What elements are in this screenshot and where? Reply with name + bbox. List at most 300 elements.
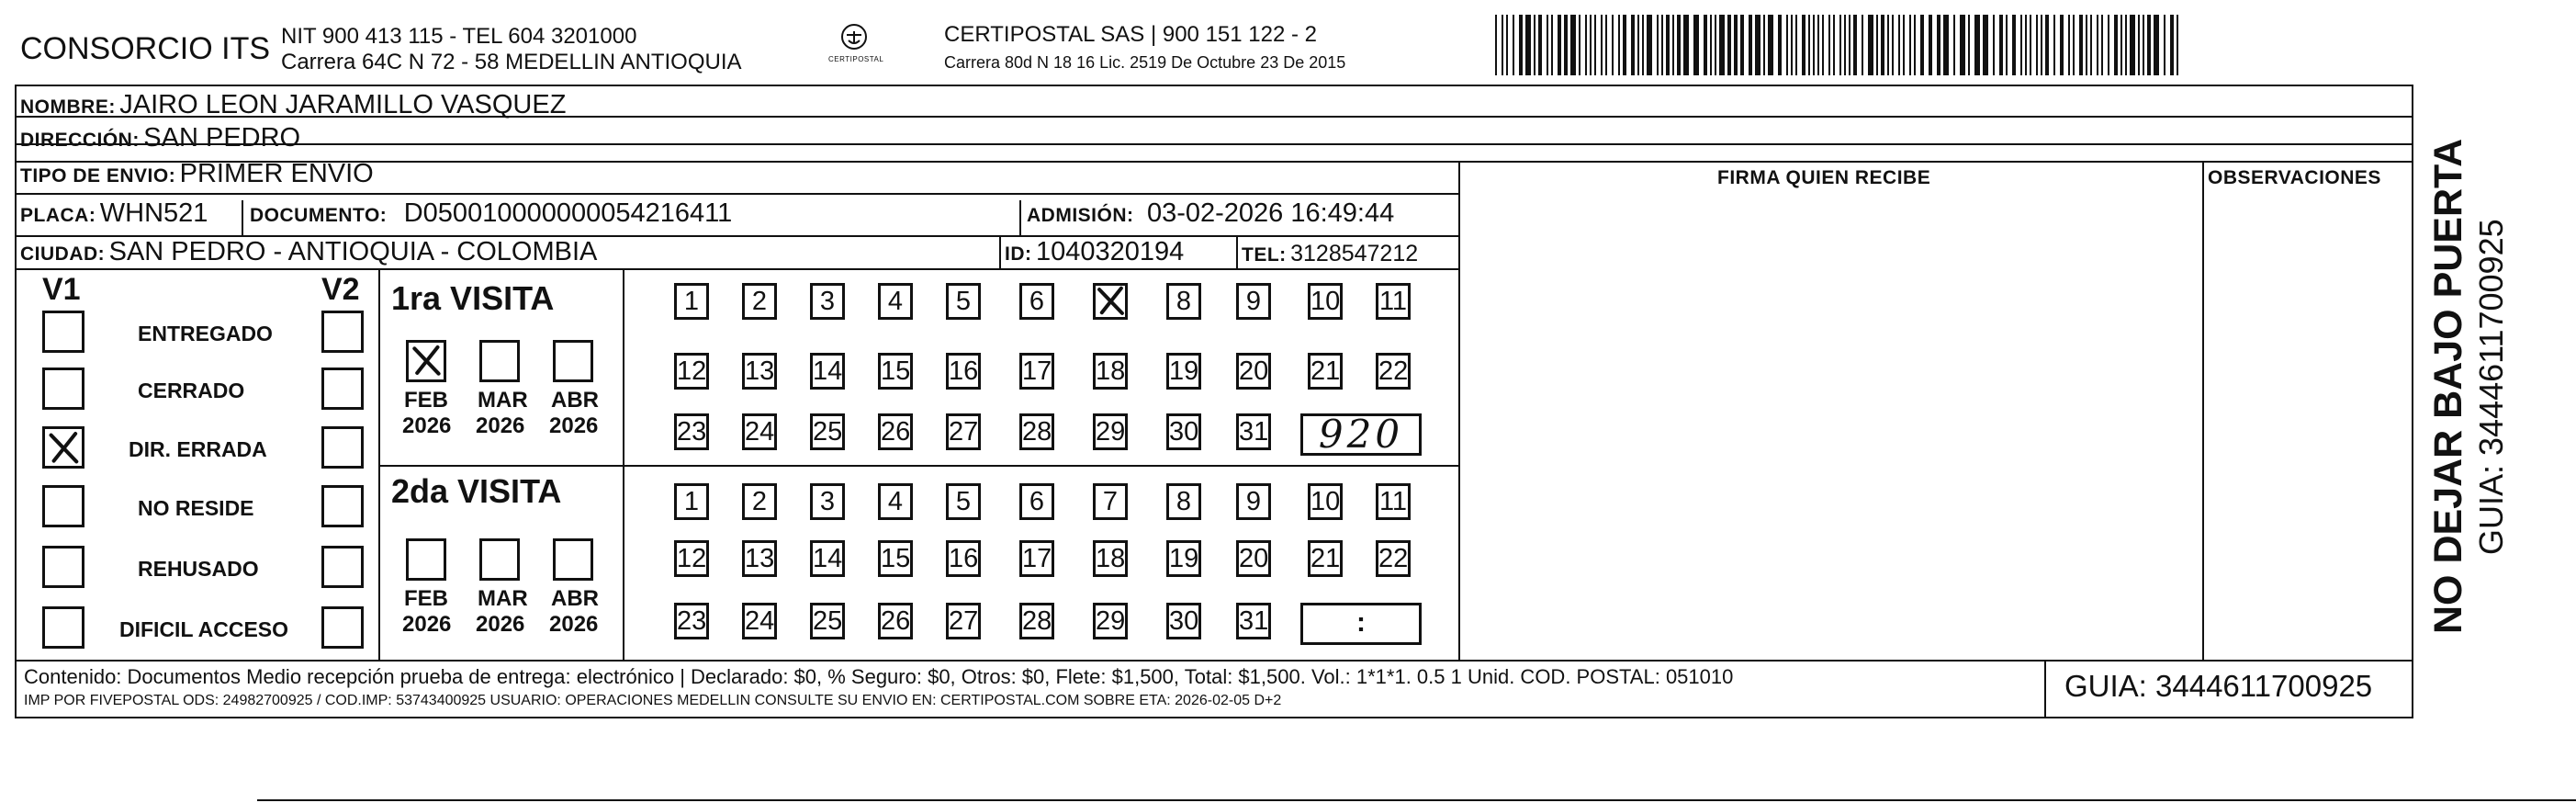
barcode-bar — [2053, 15, 2055, 75]
day-number: 25 — [813, 606, 843, 636]
month-checkbox-mar[interactable] — [479, 538, 520, 581]
barcode-bar — [1968, 15, 1970, 75]
handwritten-time: 920 — [1318, 412, 1404, 457]
barcode-bar — [1791, 15, 1793, 75]
day-number: 17 — [1022, 544, 1052, 573]
direccion-label: DIRECCIÓN: — [20, 130, 140, 151]
barcode-bar — [1808, 15, 1810, 75]
day-number: 22 — [1378, 544, 1409, 573]
v2-checkbox[interactable] — [321, 485, 364, 527]
day-number: 11 — [1378, 487, 1408, 516]
day-number: 29 — [1096, 606, 1126, 636]
v1-checkbox[interactable] — [42, 546, 84, 588]
barcode-bar — [1590, 15, 1592, 75]
carrier-line: CERTIPOSTAL SAS | 900 151 122 - 2 — [944, 22, 1317, 47]
barcode-bar — [1623, 15, 1626, 75]
barcode-bar — [1778, 15, 1782, 75]
direccion-value: SAN PEDRO — [143, 123, 301, 153]
day-box[interactable] — [1093, 353, 1128, 390]
day-number: 31 — [1239, 606, 1269, 636]
ciudad-value: SAN PEDRO - ANTIOQUIA - COLOMBIA — [108, 237, 598, 266]
day-box[interactable] — [946, 353, 981, 390]
form-frame — [15, 85, 2413, 718]
day-number: 1 — [683, 487, 700, 516]
day-box[interactable] — [810, 540, 845, 577]
tipo-envio-label: TIPO DE ENVIO: — [20, 165, 176, 187]
barcode-bar — [1929, 15, 1932, 75]
day-number: 25 — [813, 417, 843, 447]
placa-label: PLACA: — [20, 205, 96, 226]
barcode-bar — [1538, 15, 1542, 75]
day-number: 23 — [677, 417, 707, 447]
day-number: 24 — [745, 417, 775, 447]
day-number: 29 — [1096, 417, 1126, 447]
barcode-bar — [2125, 15, 2127, 75]
company-nit: NIT 900 413 115 - TEL 604 3201000 — [281, 24, 637, 49]
barcode-bar — [1547, 15, 1548, 75]
day-box[interactable] — [674, 413, 709, 450]
v1-checkbox[interactable] — [42, 606, 84, 649]
barcode-bar — [1642, 15, 1644, 75]
month-label: FEB — [404, 388, 448, 413]
admision-field — [1027, 198, 1394, 229]
day-box[interactable] — [946, 540, 981, 577]
day-number: 8 — [1176, 487, 1192, 516]
documento-label: DOCUMENTO: — [250, 205, 388, 226]
barcode-bar — [1839, 15, 1841, 75]
year-label: 2026 — [402, 612, 452, 637]
barcode-bar — [1601, 15, 1603, 75]
id-value: 1040320194 — [1035, 237, 1185, 266]
barcode-bar — [2170, 15, 2174, 75]
barcode-bar — [2045, 15, 2049, 75]
tipo-envio-field — [20, 159, 374, 189]
day-box[interactable] — [878, 483, 913, 520]
day-box[interactable] — [1093, 603, 1128, 639]
barcode-bar — [1892, 15, 1894, 75]
month-checkbox-abr[interactable] — [553, 538, 593, 581]
day-number: 10 — [1310, 487, 1341, 516]
barcode-bar — [1551, 15, 1553, 75]
day-box[interactable] — [1308, 283, 1343, 320]
barcode-bar — [1786, 15, 1788, 75]
barcode-bar — [2030, 15, 2031, 75]
month-label: MAR — [478, 388, 528, 413]
day-box[interactable] — [742, 603, 777, 639]
day-number: 15 — [881, 544, 911, 573]
barcode-bar — [1876, 15, 1878, 75]
tipo-envio-value: PRIMER ENVIO — [179, 159, 374, 188]
day-box[interactable] — [810, 283, 845, 320]
day-box[interactable] — [1236, 353, 1271, 390]
status-option-label: CERRADO — [138, 379, 245, 402]
status-option-label: REHUSADO — [138, 557, 259, 581]
day-box[interactable] — [1093, 540, 1128, 577]
barcode-bar — [2108, 15, 2109, 75]
barcode-bar — [2138, 15, 2140, 75]
day-number: 12 — [677, 356, 707, 386]
barcode-bar — [1862, 15, 1863, 75]
barcode-bar — [1909, 15, 1911, 75]
day-box[interactable] — [1376, 483, 1411, 520]
company-address: Carrera 64C N 72 - 58 MEDELLIN ANTIOQUIA — [281, 50, 742, 74]
nombre-value: JAIRO LEON JARAMILLO VASQUEZ — [119, 90, 567, 119]
day-box[interactable] — [1166, 353, 1201, 390]
barcode-bar — [1666, 15, 1670, 75]
barcode-bar — [2020, 15, 2022, 75]
documento-field — [250, 198, 732, 229]
day-box[interactable] — [1376, 283, 1411, 320]
firma-label: FIRMA QUIEN RECIBE — [1717, 167, 1931, 188]
barcode-bar — [2086, 15, 2087, 75]
barcode-bar — [2130, 15, 2135, 75]
v1-checkbox[interactable] — [42, 485, 84, 527]
day-box[interactable] — [1093, 413, 1128, 450]
day-number: 21 — [1310, 544, 1341, 573]
day-box[interactable] — [1166, 603, 1201, 639]
day-number: 19 — [1169, 544, 1199, 573]
month-label: MAR — [478, 586, 528, 611]
day-number: 17 — [1022, 356, 1052, 386]
v1-checkbox[interactable] — [42, 426, 84, 469]
day-box[interactable] — [1166, 540, 1201, 577]
license-line: Carrera 80d N 18 16 Lic. 2519 De Octubre 23 De 2015 — [944, 53, 1346, 72]
barcode-bar — [1693, 15, 1699, 75]
day-box[interactable] — [1166, 483, 1201, 520]
footer-guia: GUIA: 3444611700925 — [2064, 669, 2373, 703]
day-number: 11 — [1378, 287, 1408, 316]
day-number: 14 — [813, 544, 843, 573]
barcode-bar — [1960, 15, 1965, 75]
barcode-bar — [1585, 15, 1587, 75]
day-box[interactable] — [946, 283, 981, 320]
day-number: 4 — [887, 487, 904, 516]
id-label: ID: — [1005, 243, 1032, 265]
v1-checkbox[interactable] — [42, 368, 84, 410]
day-number: 20 — [1239, 356, 1269, 386]
barcode-bar — [1898, 15, 1900, 75]
day-box[interactable] — [1376, 540, 1411, 577]
day-box[interactable] — [946, 603, 981, 639]
placa-value: WHN521 — [99, 198, 208, 228]
barcode-bar — [1749, 15, 1752, 75]
tel-field — [1242, 241, 1418, 267]
barcode-bar — [2143, 15, 2144, 75]
barcode-bar — [1677, 15, 1681, 75]
day-number: 19 — [1169, 356, 1199, 386]
day-number: 12 — [677, 544, 707, 573]
day-box[interactable] — [946, 483, 981, 520]
barcode-bar — [1920, 15, 1924, 75]
admision-value: 03-02-2026 16:49:44 — [1146, 198, 1395, 228]
footer-print-line: IMP POR FIVEPOSTAL ODS: 24982700925 / COD.IMP: 53743400925 USUARIO: OPERACIONES MEDELLIN CONSULTE SU ENVIO EN: CERTIPOSTAL.COM SOBRE ETA: 2026-02-05 D+2 — [24, 693, 1282, 708]
barcode-bar — [1513, 15, 1514, 75]
day-box[interactable] — [878, 413, 913, 450]
barcode-bar — [1795, 15, 1797, 75]
day-box[interactable] — [1236, 540, 1271, 577]
day-box[interactable] — [1376, 353, 1411, 390]
barcode-bar — [1605, 15, 1607, 75]
day-box[interactable] — [1019, 283, 1054, 320]
day-box[interactable] — [674, 603, 709, 639]
day-box[interactable] — [674, 353, 709, 390]
barcode-bar — [1506, 15, 1508, 75]
month-checkbox-abr[interactable] — [553, 340, 593, 382]
barcode-bar — [1914, 15, 1916, 75]
barcode-bar — [1734, 15, 1738, 75]
day-box[interactable] — [1019, 413, 1054, 450]
barcode-bar — [2090, 15, 2092, 75]
day-box[interactable] — [1019, 353, 1054, 390]
barcode-bar — [1579, 15, 1580, 75]
status-option-label: ENTREGADO — [138, 322, 273, 345]
day-number: 5 — [955, 487, 972, 516]
time-box[interactable] — [1300, 603, 1422, 645]
day-box[interactable] — [1019, 540, 1054, 577]
day-box[interactable] — [742, 540, 777, 577]
barcode-bar — [1719, 15, 1725, 75]
day-number: 9 — [1245, 287, 1262, 316]
observaciones-label: OBSERVACIONES — [2208, 167, 2381, 188]
day-box[interactable] — [1236, 283, 1271, 320]
barcode-bar — [2101, 15, 2103, 75]
id-field — [1005, 237, 1184, 267]
barcode-bar — [1822, 15, 1824, 75]
admision-label: ADMISIÓN: — [1027, 205, 1134, 226]
day-box[interactable] — [810, 483, 845, 520]
footer-content-line: Contenido: Documentos Medio recepción prueba de entrega: electrónico | Declarado: $0, % Seguro: $0, Otros: $0, Flete: $1,500, Total: $1,500. Vol.: 1*1*1. 0.5 1 Unid. COD. POSTAL: 051010 — [24, 665, 1734, 688]
barcode-bar — [1953, 15, 1955, 75]
barcode-bar — [1881, 15, 1884, 75]
year-label: 2026 — [549, 413, 599, 438]
barcode-bar — [1637, 15, 1639, 75]
day-box[interactable] — [674, 540, 709, 577]
day-number: 13 — [745, 544, 775, 573]
barcode-bar — [1993, 15, 1995, 75]
barcode-bar — [1833, 15, 1835, 75]
day-box[interactable] — [1308, 353, 1343, 390]
year-label: 2026 — [549, 612, 599, 637]
barcode-bar — [1618, 15, 1620, 75]
barcode-bar — [1763, 15, 1765, 75]
year-label: 2026 — [402, 413, 452, 438]
barcode-bar — [1853, 15, 1857, 75]
barcode-bar — [1844, 15, 1846, 75]
month-label: ABR — [551, 388, 599, 413]
day-number: 18 — [1096, 544, 1126, 573]
day-box[interactable] — [878, 283, 913, 320]
v2-checkbox[interactable] — [321, 368, 364, 410]
day-number: 14 — [813, 356, 843, 386]
day-box[interactable] — [878, 603, 913, 639]
day-box[interactable] — [742, 413, 777, 450]
barcode-bar — [1999, 15, 2003, 75]
day-number: 7 — [1102, 487, 1119, 516]
day-number: 10 — [1310, 287, 1341, 316]
barcode-icon — [1495, 15, 2180, 75]
barcode-bar — [2036, 15, 2038, 75]
day-number: 27 — [949, 417, 979, 447]
day-number: 16 — [949, 544, 979, 573]
day-box[interactable] — [674, 483, 709, 520]
v2-checkbox[interactable] — [321, 426, 364, 469]
barcode-bar — [1727, 15, 1731, 75]
side-guia: GUIA: 3444611700925 — [2472, 219, 2510, 555]
day-box[interactable] — [1308, 540, 1343, 577]
barcode-bar — [1755, 15, 1760, 75]
day-box[interactable] — [742, 353, 777, 390]
v1-checkbox[interactable] — [42, 311, 84, 353]
day-box[interactable] — [878, 353, 913, 390]
barcode-bar — [1903, 15, 1905, 75]
day-number: 2 — [751, 287, 768, 316]
barcode-bar — [1647, 15, 1652, 75]
day-number: 30 — [1169, 606, 1199, 636]
day-box[interactable] — [810, 413, 845, 450]
day-box[interactable] — [742, 483, 777, 520]
ciudad-field — [20, 237, 597, 267]
month-label: FEB — [404, 586, 448, 611]
v2-checkbox[interactable] — [321, 546, 364, 588]
time-box[interactable] — [1300, 413, 1422, 456]
month-checkbox-feb[interactable] — [406, 538, 446, 581]
day-number: 26 — [881, 417, 911, 447]
barcode-bar — [1631, 15, 1635, 75]
barcode-bar — [1672, 15, 1674, 75]
barcode-bar — [1661, 15, 1663, 75]
v1-header: V1 — [42, 272, 81, 307]
day-box[interactable] — [946, 413, 981, 450]
ciudad-label: CIUDAD: — [20, 243, 106, 265]
day-box[interactable] — [1019, 603, 1054, 639]
barcode-bar — [1704, 15, 1707, 75]
barcode-bar — [2114, 15, 2118, 75]
barcode-bar — [2164, 15, 2165, 75]
day-number: 18 — [1096, 356, 1126, 386]
day-box[interactable] — [1166, 283, 1201, 320]
day-number: 2 — [751, 487, 768, 516]
year-label: 2026 — [476, 612, 525, 637]
day-box[interactable] — [878, 540, 913, 577]
barcode-bar — [2060, 15, 2064, 75]
day-box[interactable] — [1093, 283, 1128, 320]
nombre-label: NOMBRE: — [20, 96, 116, 118]
barcode-bar — [1817, 15, 1819, 75]
barcode-bar — [1570, 15, 1576, 75]
barcode-bar — [1715, 15, 1716, 75]
placa-field — [20, 198, 208, 229]
barcode-bar — [1495, 15, 1497, 75]
day-number: 28 — [1022, 606, 1052, 636]
day-number: 28 — [1022, 417, 1052, 447]
nombre-field — [20, 90, 566, 120]
tel-label: TEL: — [1242, 244, 1287, 266]
barcode-bar — [1534, 15, 1535, 75]
barcode-bar — [2120, 15, 2122, 75]
day-number: 15 — [881, 356, 911, 386]
month-checkbox-mar[interactable] — [479, 340, 520, 382]
logo-caption: CERTIPOSTAL — [828, 55, 884, 63]
day-number: 6 — [1029, 487, 1045, 516]
barcode-bar — [2147, 15, 2151, 75]
visit2-title: 2da VISITA — [391, 472, 562, 510]
day-box[interactable] — [810, 603, 845, 639]
day-number: 24 — [745, 606, 775, 636]
barcode-bar — [1768, 15, 1773, 75]
day-number: 3 — [819, 287, 836, 316]
barcode-bar — [1983, 15, 1988, 75]
barcode-bar — [1558, 15, 1561, 75]
status-option-label: DIR. ERRADA — [129, 437, 267, 461]
day-box[interactable] — [1308, 483, 1343, 520]
month-label: ABR — [551, 586, 599, 611]
day-number: 5 — [955, 287, 972, 316]
month-checkbox-feb[interactable] — [406, 340, 446, 382]
barcode-bar — [2068, 15, 2070, 75]
barcode-bar — [2006, 15, 2008, 75]
day-number: 16 — [949, 356, 979, 386]
day-box[interactable] — [1166, 413, 1201, 450]
company-name: CONSORCIO ITS — [20, 31, 271, 66]
documento-value: D050010000000054216411 — [403, 198, 733, 228]
day-box[interactable] — [1093, 483, 1128, 520]
day-number: 23 — [677, 606, 707, 636]
barcode-bar — [1868, 15, 1873, 75]
status-option-label: NO RESIDE — [138, 496, 254, 520]
barcode-bar — [1525, 15, 1531, 75]
day-box[interactable] — [742, 283, 777, 320]
barcode-bar — [2177, 15, 2178, 75]
barcode-bar — [1849, 15, 1850, 75]
day-number: 30 — [1169, 417, 1199, 447]
v2-checkbox[interactable] — [321, 311, 364, 353]
day-number: 1 — [683, 287, 700, 316]
day-box[interactable] — [674, 283, 709, 320]
barcode-bar — [1519, 15, 1523, 75]
v2-checkbox[interactable] — [321, 606, 364, 649]
day-box[interactable] — [1236, 483, 1271, 520]
barcode-bar — [1937, 15, 1940, 75]
barcode-bar — [1802, 15, 1805, 75]
barcode-bar — [1612, 15, 1614, 75]
barcode-bar — [2012, 15, 2016, 75]
barcode-bar — [2073, 15, 2075, 75]
day-number: 27 — [949, 606, 979, 636]
barcode-bar — [1887, 15, 1889, 75]
barcode-bar — [1740, 15, 1744, 75]
barcode-bar — [1502, 15, 1503, 75]
year-label: 2026 — [476, 413, 525, 438]
day-number: 21 — [1310, 356, 1341, 386]
barcode-bar — [1683, 15, 1689, 75]
day-number: 4 — [887, 287, 904, 316]
direccion-field — [20, 123, 300, 153]
barcode-bar — [1710, 15, 1712, 75]
barcode-bar — [2025, 15, 2027, 75]
barcode-bar — [2041, 15, 2042, 75]
barcode-bar — [2097, 15, 2098, 75]
day-box[interactable] — [810, 353, 845, 390]
barcode-bar — [1564, 15, 1568, 75]
barcode-bar — [1657, 15, 1659, 75]
day-box[interactable] — [1236, 603, 1271, 639]
barcode-bar — [1943, 15, 1949, 75]
day-number: 3 — [819, 487, 836, 516]
status-option-label: DIFICIL ACCESO — [119, 617, 289, 641]
day-number: 13 — [745, 356, 775, 386]
day-box[interactable] — [1236, 413, 1271, 450]
day-box[interactable] — [1019, 483, 1054, 520]
